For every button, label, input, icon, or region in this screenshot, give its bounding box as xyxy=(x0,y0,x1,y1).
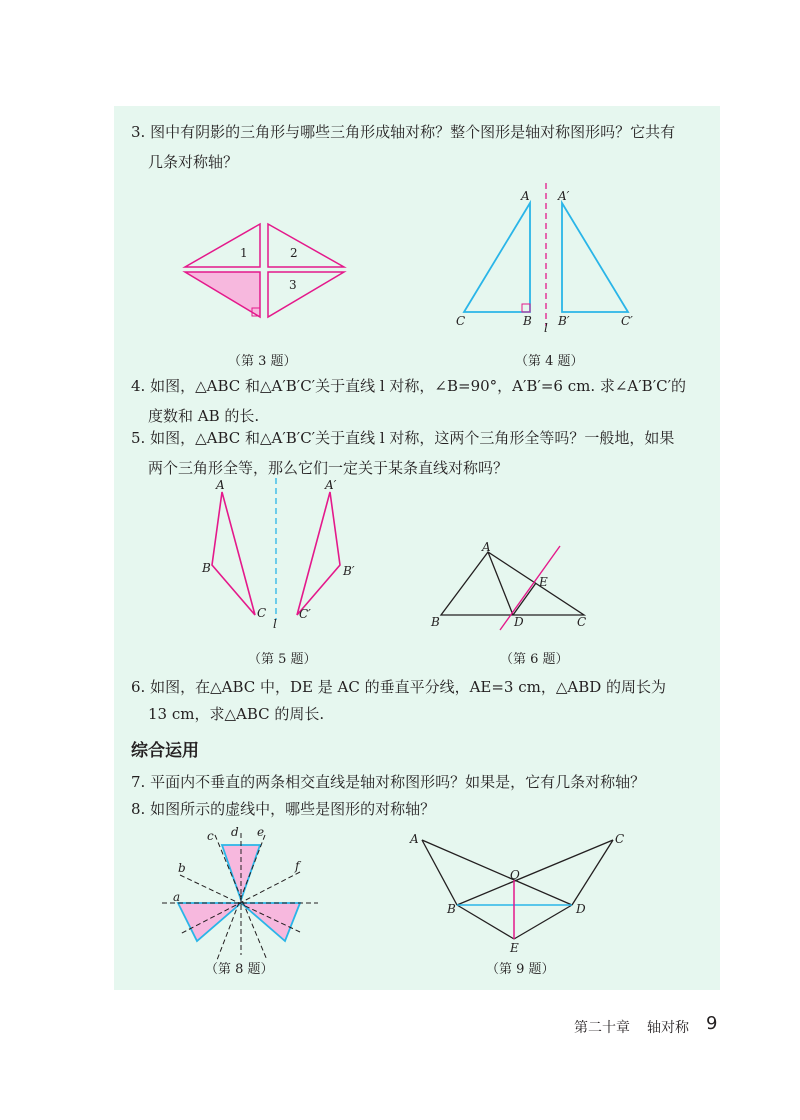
problem-8: 8. 如图所示的虚线中，哪些是图形的对称轴？ xyxy=(131,800,436,818)
fig8-label-e: e xyxy=(257,825,265,839)
figure-6 xyxy=(430,540,586,630)
figure-3 xyxy=(185,224,344,317)
fig4-right-angle-mark xyxy=(522,304,530,312)
fig9-label-a: A xyxy=(410,832,419,846)
problem-4-line-2: 度数和 AB 的长. xyxy=(148,407,260,425)
fig9-label-b: B xyxy=(447,902,456,916)
fig8-label-a: a xyxy=(173,890,181,904)
fig4-triangle-abc xyxy=(464,203,530,312)
problem-6-line-1: 6. 如图，在△ABC 中，DE 是 AC 的垂直平分线，AE=3 cm，△ABD 的周长为 xyxy=(131,678,667,696)
fig6-segment-ad xyxy=(488,552,513,615)
fig8-right-blade xyxy=(241,903,300,941)
fig5-label-a-prime: A′ xyxy=(325,478,337,492)
caption-fig9: （第 9 题） xyxy=(486,962,555,977)
fig4-label-c-prime: C′ xyxy=(621,314,633,328)
figure-8 xyxy=(162,825,318,960)
section-title: 综合运用 xyxy=(131,741,199,761)
fig3-shaded-triangle xyxy=(185,272,260,317)
fig9-segment-be xyxy=(457,905,514,939)
figure-4 xyxy=(456,183,633,335)
fig9-segment-dc xyxy=(572,840,613,905)
fig4-triangle-abc-prime xyxy=(562,203,628,312)
fig8-left-blade xyxy=(178,903,241,941)
fig6-label-e: E xyxy=(539,575,548,589)
problem-5-line-1: 5. 如图，△ABC 和△A′B′C′关于直线 l 对称，这两个三角形全等吗？一般地，如果 xyxy=(131,429,675,447)
fig9-label-o: O xyxy=(510,868,520,882)
fig9-segment-ab xyxy=(422,840,457,905)
fig8-label-d: d xyxy=(231,825,239,839)
fig5-label-b-prime: B′ xyxy=(343,564,355,578)
caption-fig4: （第 4 题） xyxy=(515,354,584,369)
fig3-triangle-2 xyxy=(268,224,344,267)
page-number: 9 xyxy=(706,1013,718,1034)
fig6-label-b: B xyxy=(431,615,440,629)
fig3-label-1: 1 xyxy=(240,246,248,260)
fig9-segment-cb xyxy=(457,840,613,905)
fig8-label-c: c xyxy=(207,829,214,843)
fig4-label-c: C xyxy=(456,314,466,328)
fig9-segment-ed xyxy=(514,905,572,939)
caption-fig8: （第 8 题） xyxy=(205,962,274,977)
problem-3-line-2: 几条对称轴？ xyxy=(148,153,239,171)
fig5-triangle-abc-prime xyxy=(297,492,340,615)
problem-5-line-2: 两个三角形全等，那么它们一定关于某条直线对称吗？ xyxy=(148,459,509,477)
caption-fig6: （第 6 题） xyxy=(500,652,569,667)
problem-6-line-2: 13 cm，求△ABC 的周长. xyxy=(148,705,325,723)
fig6-perpendicular-bisector xyxy=(500,546,560,630)
fig5-label-c: C xyxy=(257,606,267,620)
fig8-label-b: b xyxy=(178,861,186,875)
figure-5 xyxy=(201,478,355,631)
fig6-label-a: A xyxy=(482,540,491,554)
fig6-segment-de xyxy=(513,583,536,615)
fig6-label-c: C xyxy=(577,615,587,629)
fig4-label-a-prime: A′ xyxy=(558,189,570,203)
fig4-label-a: A xyxy=(521,189,530,203)
caption-fig3: （第 3 题） xyxy=(228,354,297,369)
fig3-label-2: 2 xyxy=(290,246,298,260)
fig3-label-3: 3 xyxy=(289,278,297,292)
fig5-label-a: A xyxy=(216,478,225,492)
fig5-triangle-abc xyxy=(212,492,255,615)
fig5-label-l: l xyxy=(273,617,277,631)
footer-chapter: 第二十章 xyxy=(574,1020,630,1036)
fig8-label-f: f xyxy=(295,859,300,873)
caption-fig5: （第 5 题） xyxy=(248,652,317,667)
problem-4-line-1: 4. 如图，△ABC 和△A′B′C′关于直线 l 对称，∠B=90°，A′B′=6 cm. 求∠A′B′C′的 xyxy=(131,377,686,395)
fig4-label-b: B xyxy=(523,314,532,328)
fig3-triangle-1 xyxy=(185,224,260,267)
problem-3-line-1: 3. 图中有阴影的三角形与哪些三角形成轴对称？整个图形是轴对称图形吗？它共有 xyxy=(131,123,676,141)
fig6-label-d: D xyxy=(514,615,524,629)
problem-7: 7. 平面内不垂直的两条相交直线是轴对称图形吗？如果是，它有几条对称轴？ xyxy=(131,773,646,791)
fig4-label-l: l xyxy=(544,321,548,335)
fig9-segment-ad xyxy=(422,840,572,905)
fig9-label-d: D xyxy=(576,902,586,916)
fig4-label-b-prime: B′ xyxy=(558,314,570,328)
fig3-triangle-3 xyxy=(268,272,344,317)
fig5-label-b: B xyxy=(202,561,211,575)
footer-title: 轴对称 xyxy=(647,1020,689,1036)
figure-9 xyxy=(409,832,624,955)
fig9-label-c: C xyxy=(615,832,625,846)
fig5-label-c-prime: C′ xyxy=(299,607,311,621)
fig6-triangle-abc xyxy=(441,552,584,615)
fig9-label-e: E xyxy=(510,941,519,955)
